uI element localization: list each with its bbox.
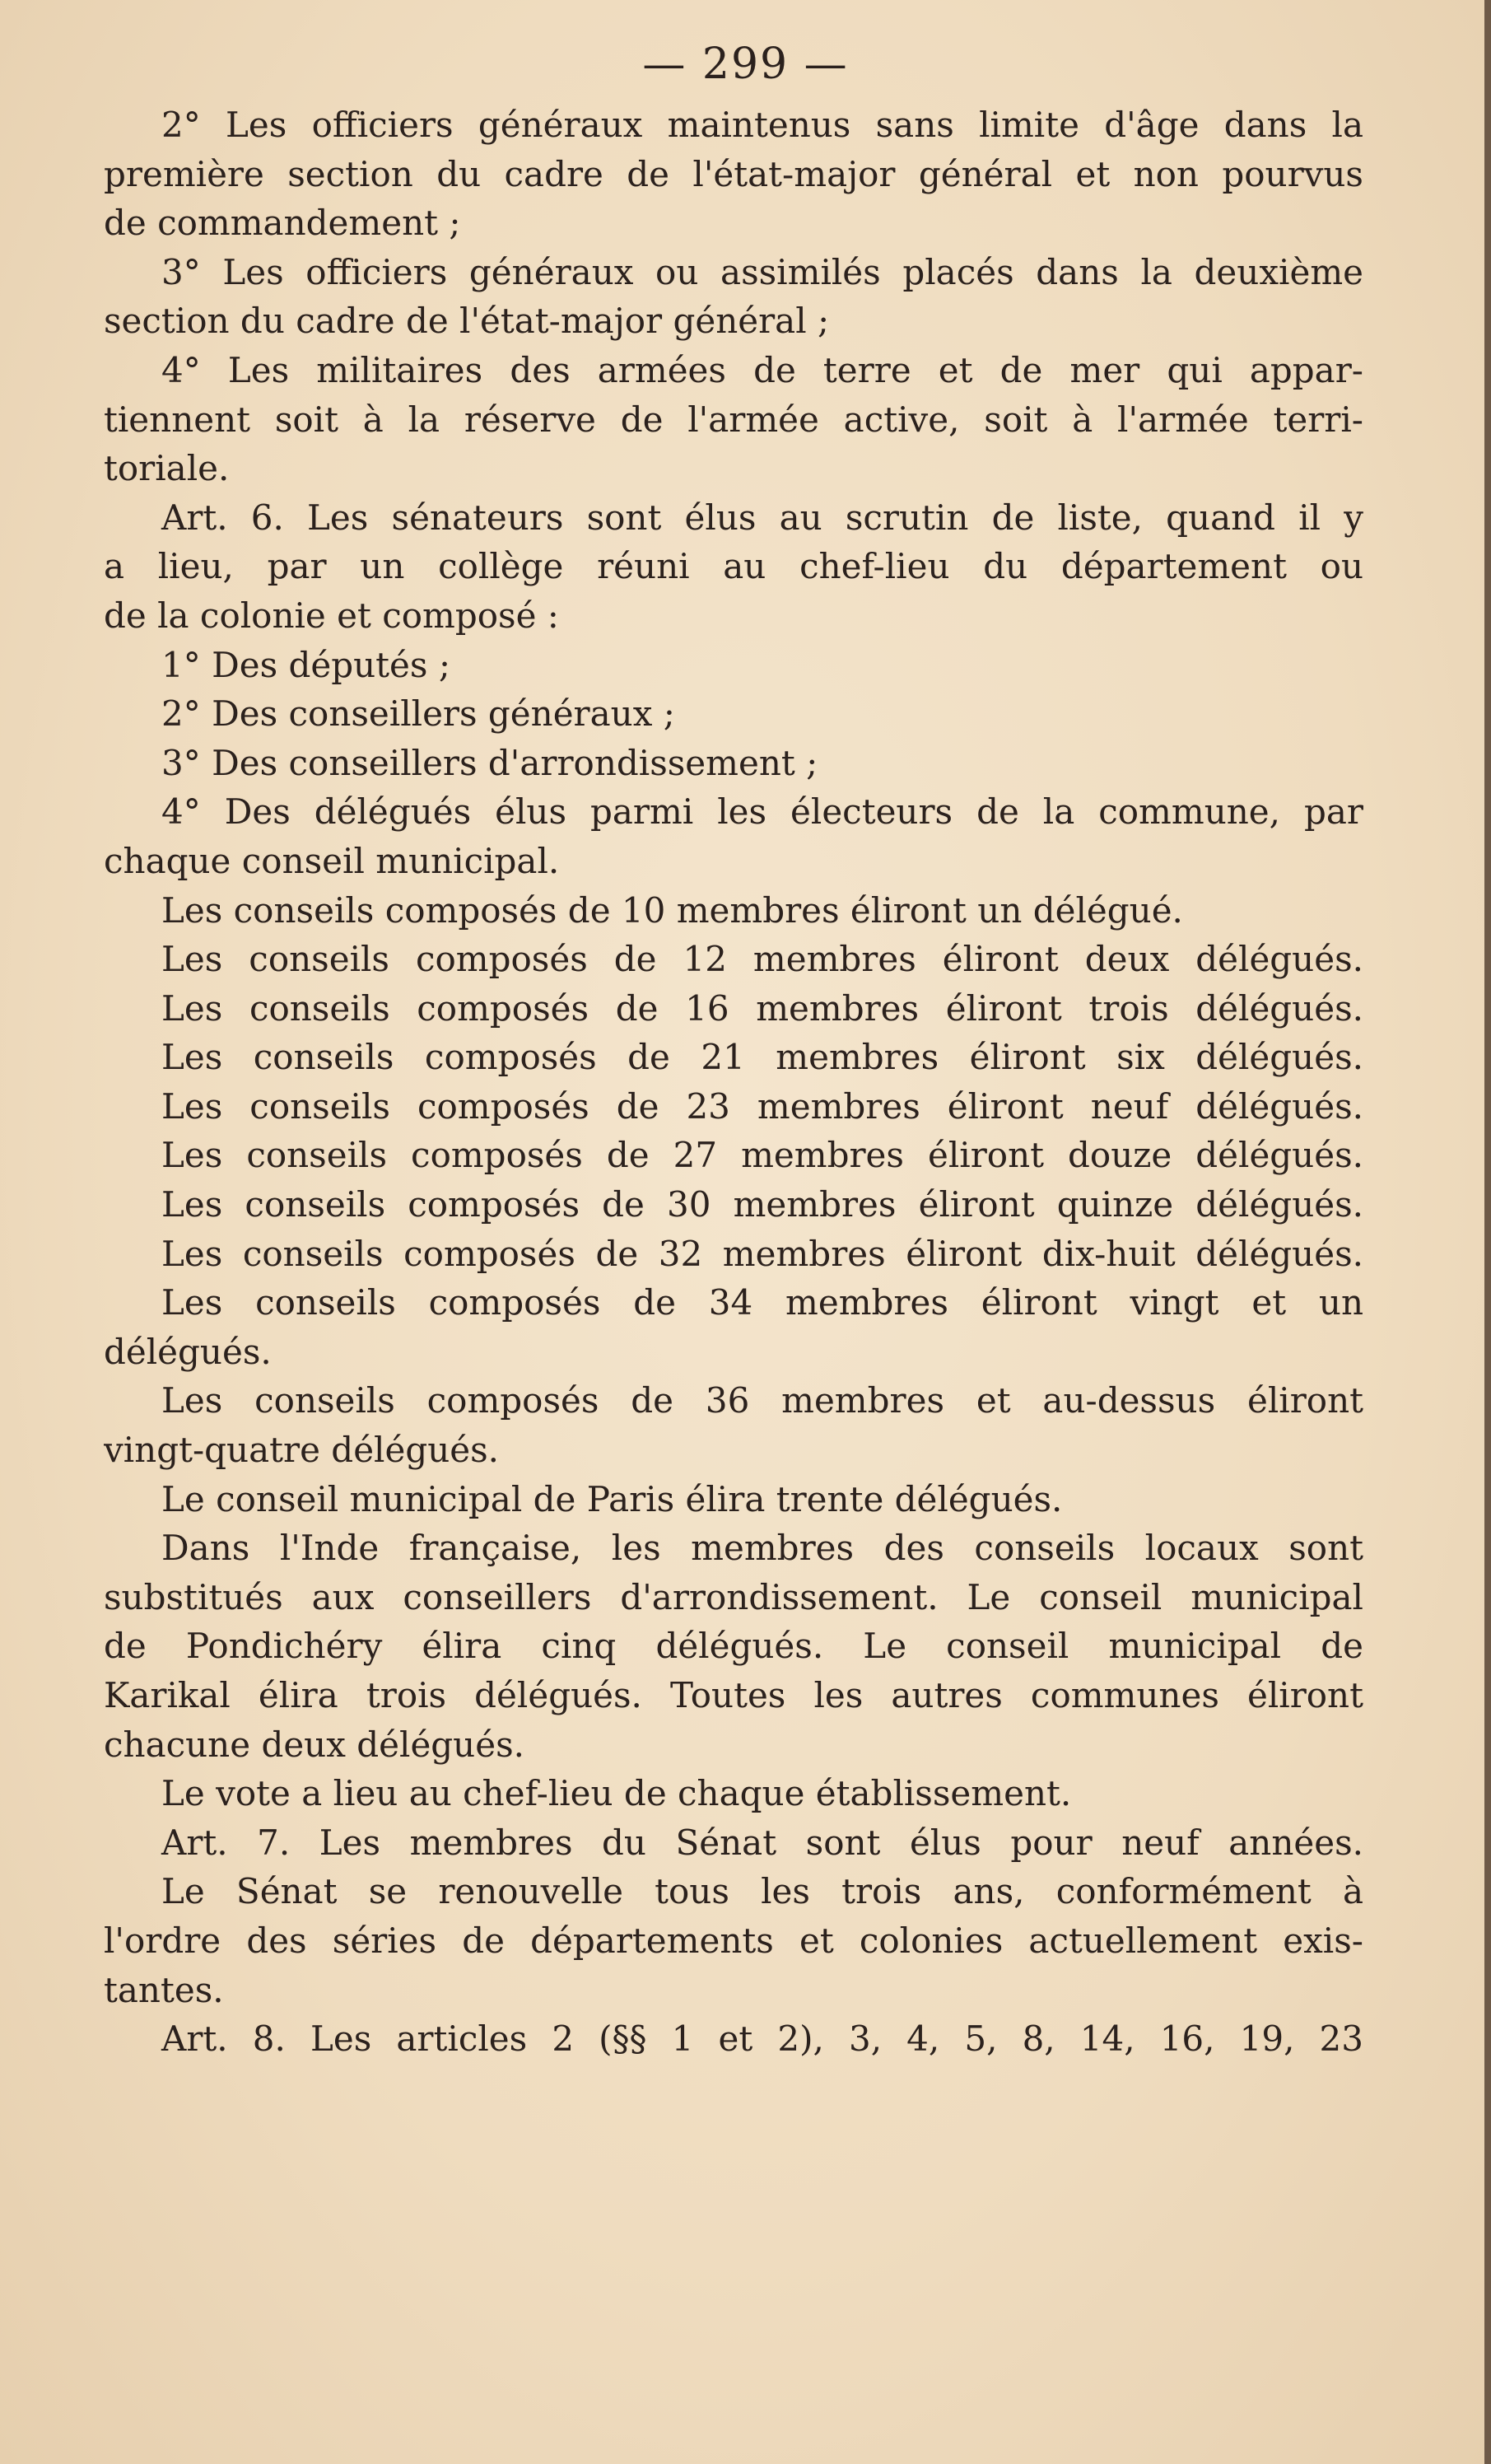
text-line: 3° Des conseillers d'arrondissement ; [161, 742, 818, 783]
page-number: — 299 — [642, 40, 849, 89]
text-line: toriale. [104, 448, 230, 489]
text-line: Les conseils composés de 23 membres éliront neuf délégués. [161, 1085, 1363, 1127]
text-line: de commandement ; [104, 203, 461, 244]
text-line: 4° Des délégués élus parmi les électeurs de la commune, par [161, 791, 1363, 833]
text-line: section du cadre de l'état-major général ; [104, 301, 830, 342]
text-line: Le vote a lieu au chef-lieu de chaque établissement. [161, 1773, 1072, 1814]
text-line: chaque conseil municipal. [104, 840, 560, 881]
text-line: Les conseils composés de 34 membres éliront vingt et un [161, 1282, 1363, 1323]
text-line: de la colonie et composé : [104, 595, 559, 636]
text-line: 2° Des conseillers généraux ; [161, 693, 675, 735]
text-line: Art. 8. Les articles 2 (§§ 1 et 2), 3, 4, 5, 8, 14, 16, 19, 23 [161, 2018, 1363, 2060]
text-line: l'ordre des séries de départements et colonies actuellement exis- [104, 1920, 1363, 1961]
text-line: délégués. [104, 1331, 272, 1372]
text-line: tiennent soit à la réserve de l'armée active, soit à l'armée terri- [104, 399, 1363, 440]
text-line: Dans l'Inde française, les membres des conseils locaux sont [161, 1528, 1363, 1569]
text-line: a lieu, par un collège réuni au chef-lieu du département ou [104, 546, 1363, 587]
text-line: 1° Des députés ; [161, 644, 450, 685]
text-line: Les conseils composés de 21 membres éliront six délégués. [161, 1037, 1363, 1078]
text-line: 4° Les militaires des armées de terre et de mer qui appar- [161, 349, 1363, 390]
page-body-text [104, 100, 1363, 2064]
text-line: Karikal élira trois délégués. Toutes les autres communes éliront [104, 1675, 1363, 1715]
text-line: Le Sénat se renouvelle tous les trois ans, conformément à [161, 1871, 1363, 1912]
text-line: substitués aux conseillers d'arrondissement. Le conseil municipal [104, 1576, 1363, 1617]
text-line: Les conseils composés de 32 membres éliront dix-huit délégués. [161, 1233, 1363, 1274]
text-line: Les conseils composés de 27 membres éliront douze délégués. [161, 1135, 1363, 1176]
text-line: Art. 7. Les membres du Sénat sont élus pour neuf années. [161, 1822, 1363, 1863]
text-line: tantes. [104, 1969, 224, 2010]
text-line: Le conseil municipal de Paris élira trente délégués. [161, 1478, 1063, 1519]
text-line: de Pondichéry élira cinq délégués. Le conseil municipal de [104, 1626, 1363, 1667]
text-line: première section du cadre de l'état-major général et non pourvus [104, 153, 1363, 194]
text-line: vingt-quatre délégués. [104, 1430, 500, 1471]
text-line: chacune deux délégués. [104, 1724, 524, 1765]
text-line: 2° Les officiers généraux maintenus sans limite d'âge dans la [161, 105, 1363, 145]
page-edge [1484, 0, 1491, 2464]
text-line: Les conseils composés de 36 membres et au-dessus éliront [161, 1380, 1363, 1421]
text-line: Les conseils composés de 12 membres éliront deux délégués. [161, 939, 1363, 980]
text-line: Les conseils composés de 10 membres éliront un délégué. [161, 889, 1183, 931]
text-line: Art. 6. Les sénateurs sont élus au scrutin de liste, quand il y [161, 497, 1363, 538]
text-line: Les conseils composés de 16 membres éliront trois délégués. [161, 987, 1363, 1029]
text-line: Les conseils composés de 30 membres éliront quinze délégués. [161, 1184, 1363, 1225]
text-line: 3° Les officiers généraux ou assimilés placés dans la deuxième [161, 251, 1363, 292]
